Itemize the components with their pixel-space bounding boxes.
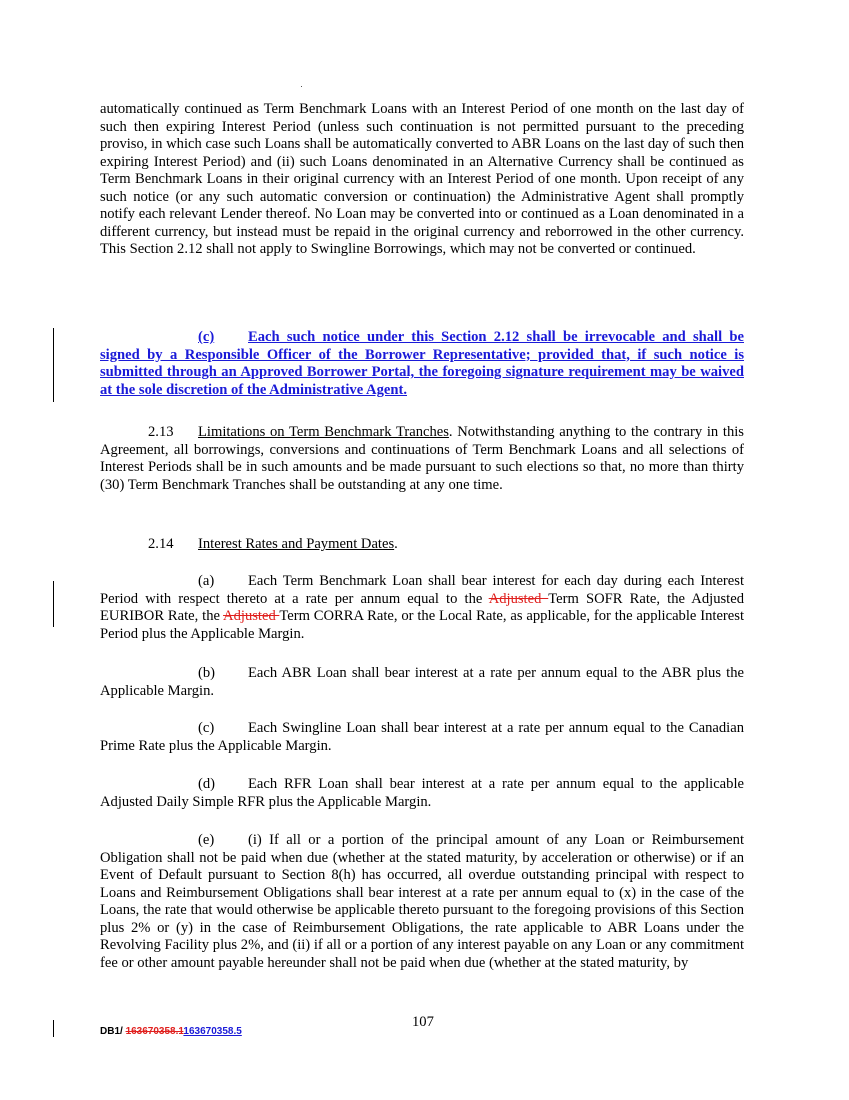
para-label: (c)	[198, 329, 215, 345]
inserted-text: Each such notice under this Section 2.12 shall be irrevocable and shall be signed by a Responsible Officer of the Borrower Representative; provided that, if such notice is submitted through an Approved Borrower Portal, the foregoing signature requirement may be waived at the sole discretion of the Administrative Agent.	[100, 329, 744, 398]
para-label: (a)	[198, 573, 215, 589]
para-label: (c)	[198, 720, 215, 736]
section-2-14-heading: 2.14 Interest Rates and Payment Dates.	[148, 536, 398, 552]
paragraph-a: (a) Each Term Benchmark Loan shall bear interest for each day during each Interest Period with respect thereto at a rate per annum equal to the Adjusted Term SOFR Rate, the Adjusted EURIBOR Rate, the Adjusted Term CORRA Rate, or the Local Rate, as applicable, for the applicable Interest Period plus the Applicable Margin.	[100, 573, 744, 642]
deleted-doc-number: 163670358.1	[125, 1026, 184, 1037]
paragraph-c: (c) Each Swingline Loan shall bear interest at a rate per annum equal to the Canadian Prime Rate plus the Applicable Margin.	[100, 720, 744, 754]
stray-dot	[301, 86, 302, 87]
para-label: (e)	[198, 832, 215, 848]
change-bar	[53, 328, 54, 402]
section-heading: Limitations on Term Benchmark Tranches	[198, 424, 449, 440]
document-id: DB1/ 163670358.1163670358.5	[100, 1026, 242, 1037]
section-2-13: 2.13 Limitations on Term Benchmark Tranches. Notwithstanding anything to the contrary in this Agreement, all borrowings, conversions and continuations of Term Benchmark Loans and all selections of Interest Periods shall be in such amounts and be made pursuant to such elections so that, no more than thirty (30) Term Benchmark Tranches shall be outstanding at any one time.	[100, 424, 744, 493]
paragraph-intro: automatically continued as Term Benchmark Loans with an Interest Period of one month on the last day of such then expiring Interest Period (unless such continuation is not permitted pursuant to the preceding proviso, in which case such Loans shall be automatically converted to ABR Loans on the last day of such then expiring Interest Period) and (ii) such Loans denominated in an Alternative Currency shall be continued as Term Benchmark Loans in their original currency with an Interest Period of one month. Upon receipt of any such notice (or any such automatic conversion or continuation) the Administrative Agent shall promptly notify each relevant Lender thereof. No Loan may be converted into or continued as a Loan denominated in a different currency, but instead must be repaid in the original currency and reborrowed in the other currency. This Section 2.12 shall not apply to Swingline Borrowings, which may not be converted or continued.	[100, 101, 744, 257]
inserted-doc-number: 163670358.5	[183, 1026, 242, 1037]
section-number: 2.13	[148, 424, 174, 440]
section-number: 2.14	[148, 536, 174, 552]
change-bar	[53, 1020, 54, 1037]
deleted-text: Adjusted	[488, 590, 549, 607]
change-bar	[53, 581, 54, 627]
deleted-text: Adjusted	[223, 608, 280, 624]
para-label: (d)	[198, 776, 216, 792]
paragraph-d: (d) Each RFR Loan shall bear interest at a rate per annum equal to the applicable Adjusted Daily Simple RFR plus the Applicable Margin.	[100, 776, 744, 810]
paragraph-e: (e) (i) If all or a portion of the principal amount of any Loan or Reimbursement Obligation shall not be paid when due (whether at the stated maturity, by acceleration or otherwise) or if an Event of Default pursuant to Section 8(h) has occurred, all overdue outstanding principal with respect to Loans and Reimbursement Obligations shall bear interest at a rate per annum equal to (x) in the case of the Loans, the rate that would otherwise be applicable thereto pursuant to the foregoing provisions of this Section plus 2% or (y) in the case of Reimbursement Obligations, the rate applicable to ABR Loans under the Revolving Facility plus 2%, and (ii) if all or a portion of any interest payable on any Loan or any commitment fee or other amount payable hereunder shall not be paid when due (whether at the stated maturity, by	[100, 832, 744, 971]
section-heading: Interest Rates and Payment Dates	[198, 536, 395, 552]
page-number: 107	[412, 1014, 434, 1030]
paragraph-c-inserted	[100, 329, 744, 399]
para-label: (b)	[198, 665, 216, 681]
paragraph-b: (b) Each ABR Loan shall bear interest at a rate per annum equal to the ABR plus the Applicable Margin.	[100, 665, 744, 699]
